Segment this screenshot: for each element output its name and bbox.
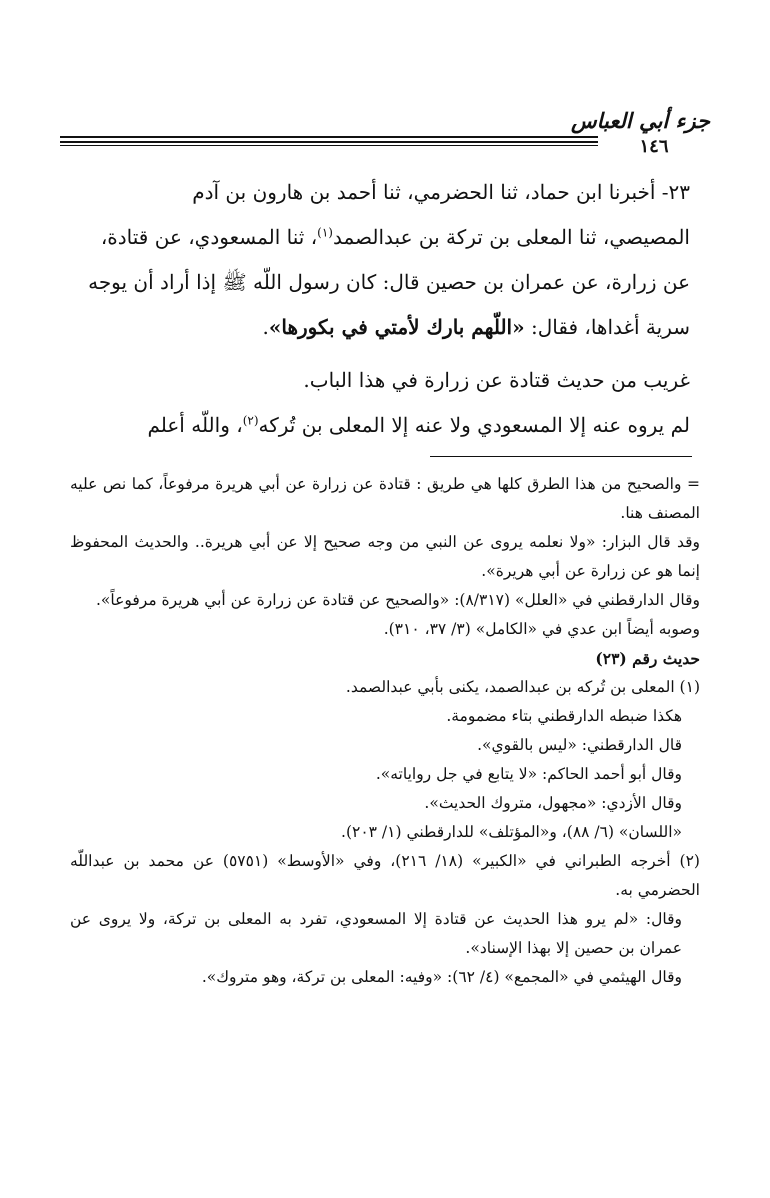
footnote-1: (١) المعلى بن تُركه بن عبدالصمد، يكنى بأبي عبدالصمد. [345, 678, 700, 696]
hadith-prophetic-saying: «اللّهم بارك لأمتي في بكورها» [268, 315, 525, 339]
hadith-text-4a: سرية أغداها، فقال: [524, 315, 690, 339]
footnote-1-line: وقال أبو أحمد الحاكم: «لا يتابع في جل رواياته». [375, 765, 682, 783]
footnote-section-heading: حديث رقم (٢٣) [595, 649, 700, 668]
footnotes [70, 470, 700, 992]
footnote-ref-1[interactable]: (١) [317, 225, 333, 240]
footnote-1-line: قال الدارقطني: «ليس بالقوي». [477, 736, 682, 754]
hadith-line [80, 215, 690, 260]
main-text [80, 170, 690, 448]
hadith-text-1: ٢٣- أخبرنا ابن حماد، ثنا الحضرمي، ثنا أحمد بن هارون بن آدم [192, 180, 690, 204]
commentary-text-1: غريب من حديث قتادة عن زرارة في هذا الباب. [303, 368, 690, 392]
hadith-line [80, 170, 690, 215]
hadith-line [80, 260, 690, 305]
commentary-text-2b: ، واللّه أعلم [147, 413, 243, 437]
commentary-line [80, 403, 690, 448]
page-number: ١٤٦ [598, 136, 710, 157]
footnote-continuation: وقال الدارقطني في «العلل» (٨/٣١٧): «والصحيح عن قتادة عن زرارة عن أبي هريرة مرفوعاً». [95, 591, 700, 609]
hadith-line [80, 305, 690, 350]
running-header [60, 108, 710, 157]
hadith-text-2a: المصيصي، ثنا المعلى بن تركة بن عبدالصمد [332, 225, 690, 249]
footnote-continuation: وقد قال البزار: «ولا نعلمه يروى عن النبي من وجه صحيح إلا عن أبي هريرة.. والحديث المحفوظ إنما هو عن زرارة عن أبي هريرة». [70, 533, 700, 580]
footnote-2-line: وقال الهيثمي في «المجمع» (٤/ ٦٢): «وفيه: المعلى بن تركة، وهو متروك». [201, 968, 682, 986]
footnote-1-line: هكذا ضبطه الدارقطني بتاء مضمومة. [446, 707, 682, 725]
footnote-continuation: = والصحيح من هذا الطرق كلها هي طريق : قتادة عن زرارة عن أبي هريرة مرفوعاً، كما نص عليه المصنف هنا. [70, 475, 700, 522]
header-title: جزء أبي العباس [571, 108, 710, 133]
footnote-1-line: «اللسان» (٦/ ٨٨)، و«المؤتلف» للدارقطني (١/ ٢٠٣). [341, 823, 682, 841]
header-rule-double [60, 141, 600, 143]
commentary-text-2a: لم يروه عنه إلا المسعودي ولا عنه إلا المعلى بن تُركه [258, 413, 690, 437]
footnote-divider [430, 456, 692, 457]
footnote-2: (٢) أخرجه الطبراني في «الكبير» (١٨/ ٢١٦)، وفي «الأوسط» (٥٧٥١) عن محمد بن عبداللّه الحضرمي به. [70, 852, 700, 899]
footnote-2-line: وقال: «لم يرو هذا الحديث عن قتادة إلا المسعودي، تفرد به المعلى بن تركة، ولا يروى عن عمران بن حصين إلا بهذا الإسناد». [70, 910, 682, 957]
hadith-text-4b: . [262, 315, 269, 339]
footnote-continuation: وصوبه أيضاً ابن عدي في «الكامل» (٣/ ٣٧، ٣١٠). [383, 620, 700, 638]
header-rule-thin [60, 145, 600, 146]
hadith-text-2b: ، ثنا المسعودي، عن قتادة، [100, 225, 318, 249]
commentary-line [80, 358, 690, 403]
footnote-1-line: وقال الأزدي: «مجهول، متروك الحديث». [424, 794, 682, 812]
hadith-text-3: عن زرارة، عن عمران بن حصين قال: كان رسول اللّه ﷺ إذا أراد أن يوجه [88, 270, 690, 294]
footnote-ref-2[interactable]: (٢) [242, 413, 259, 428]
